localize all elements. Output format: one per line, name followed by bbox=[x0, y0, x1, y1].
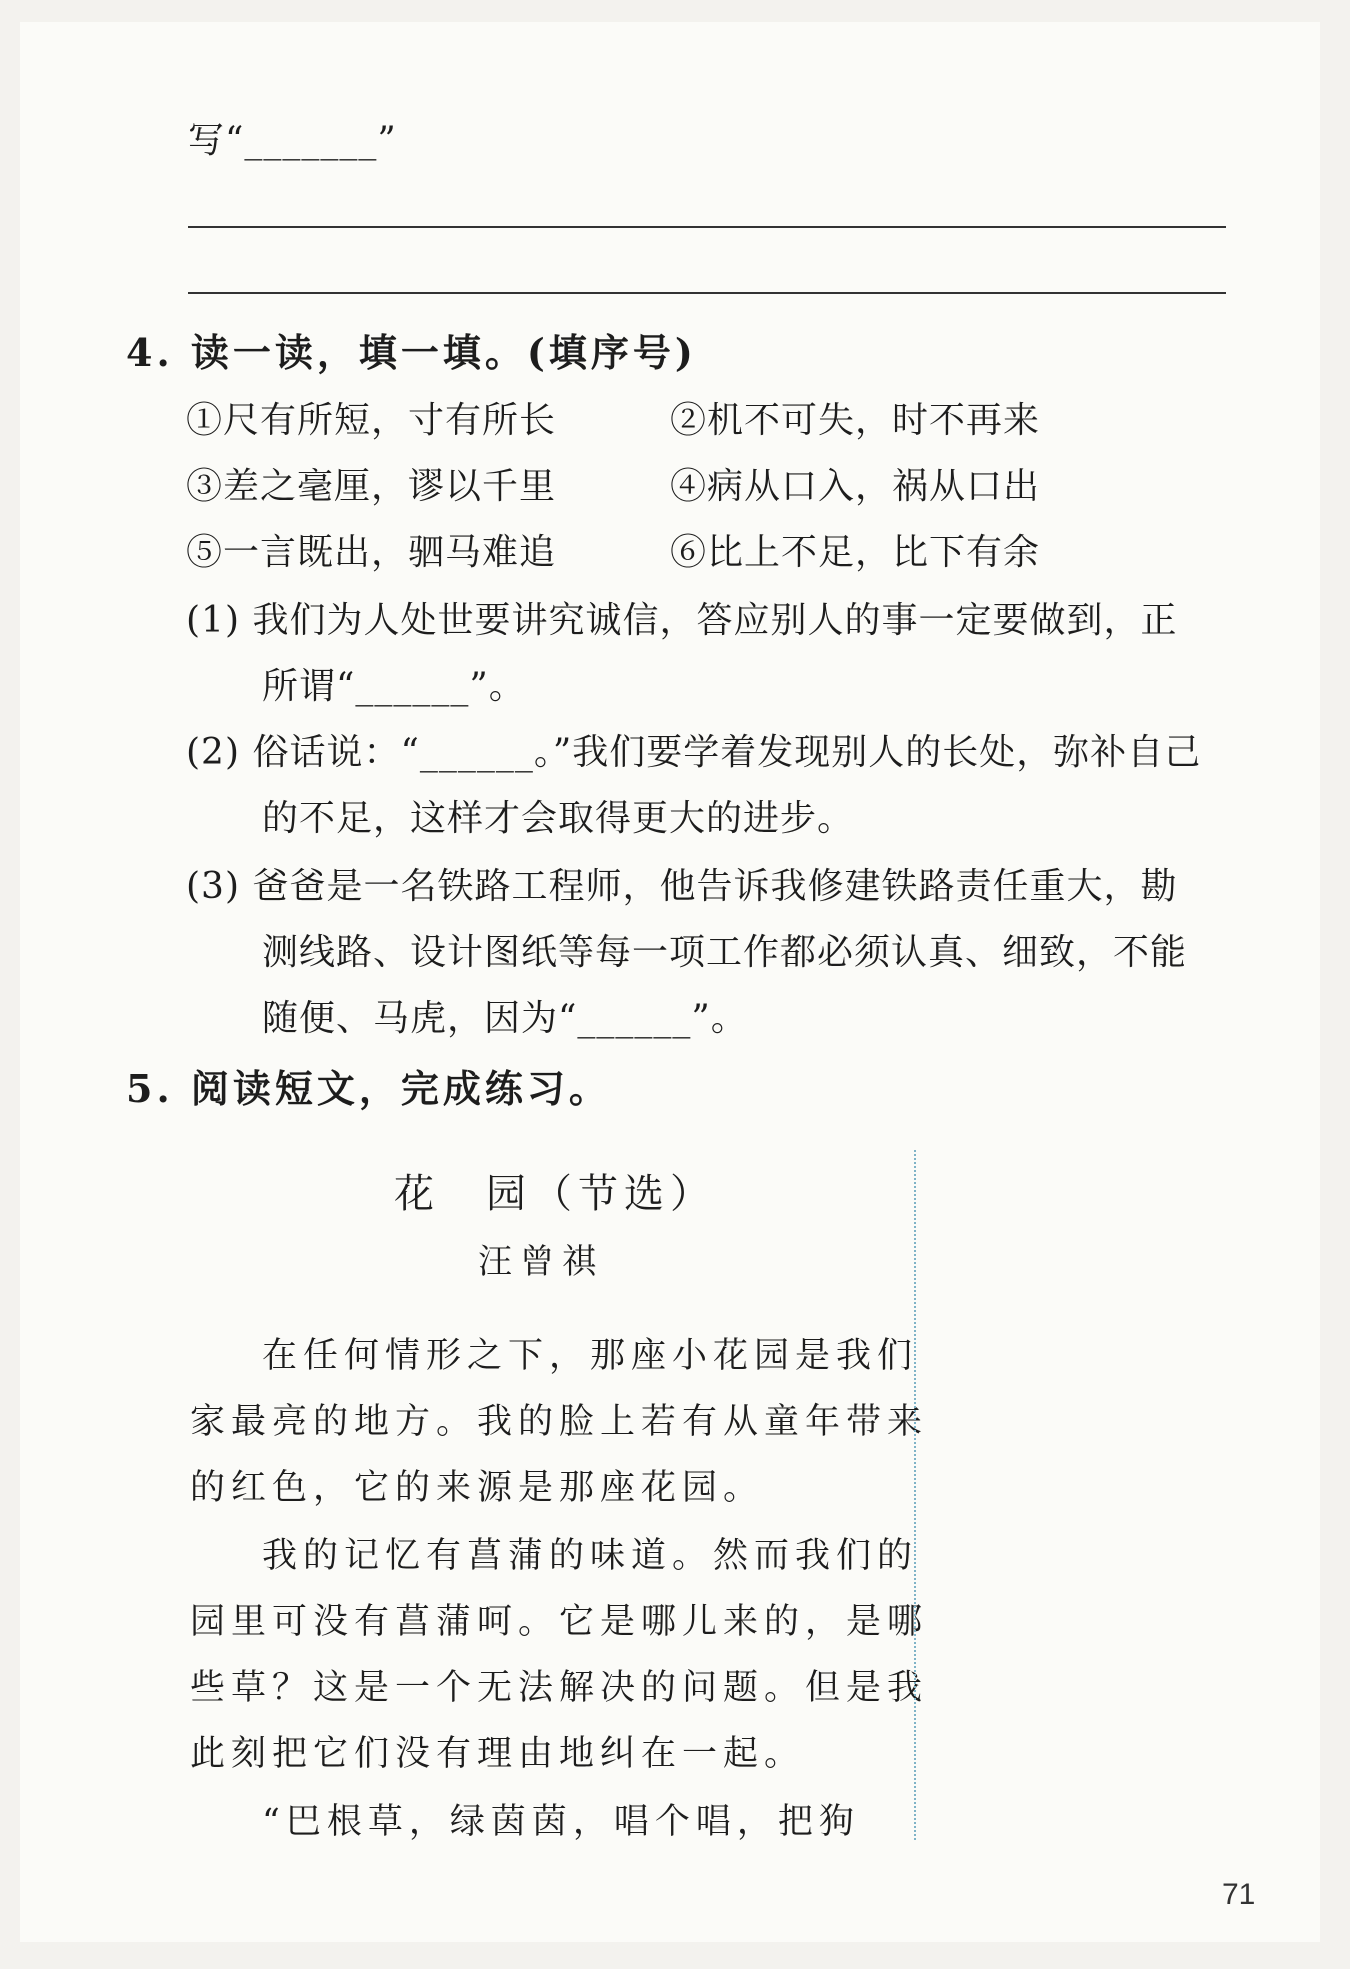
item-2-line-1: (2) 俗话说：“______。”我们要学着发现别人的长处，弥补自己 bbox=[186, 732, 1202, 773]
option-2: ②机不可失，时不再来 bbox=[670, 400, 1041, 441]
passage-author: 汪曾祺 bbox=[478, 1242, 604, 1282]
question-4-heading: 4. 读一读，填一填。(填序号) bbox=[126, 330, 697, 375]
write-prompt: 写“_______” bbox=[188, 120, 397, 161]
option-5: ⑤一言既出，驷马难追 bbox=[186, 532, 557, 573]
item-1-line-1: (1) 我们为人处世要讲究诚信，答应别人的事一定要做到，正 bbox=[186, 600, 1178, 641]
passage-line: 我的记忆有菖蒲的味道。然而我们的 bbox=[262, 1536, 919, 1576]
passage-line: 此刻把它们没有理由地纠在一起。 bbox=[190, 1734, 806, 1774]
item-3-line-1: (3) 爸爸是一名铁路工程师，他告诉我修建铁路责任重大，勘 bbox=[186, 866, 1178, 907]
item-3-line-2: 测线路、设计图纸等每一项工作都必须认真、细致，不能 bbox=[262, 932, 1188, 973]
passage-line: 家最亮的地方。我的脸上若有从童年带来 bbox=[190, 1402, 929, 1442]
item-1-line-2: 所谓“______”。 bbox=[262, 666, 526, 707]
option-3: ③差之毫厘，谬以千里 bbox=[186, 466, 557, 507]
page-number: 71 bbox=[1222, 1878, 1256, 1911]
passage-line: “巴根草，绿茵茵，唱个唱，把狗 bbox=[262, 1802, 860, 1842]
passage-line: 些草？这是一个无法解决的问题。但是我 bbox=[190, 1668, 929, 1708]
workbook-page bbox=[20, 22, 1320, 1942]
item-3-line-3: 随便、马虎，因为“______”。 bbox=[262, 998, 748, 1039]
passage-line: 的红色，它的来源是那座花园。 bbox=[190, 1468, 765, 1508]
option-4: ④病从口入，祸从口出 bbox=[670, 466, 1041, 507]
option-1: ①尺有所短，寸有所长 bbox=[186, 400, 557, 441]
passage-line: 园里可没有菖蒲呵。它是哪儿来的，是哪 bbox=[190, 1602, 929, 1642]
passage-title: 花 园（节选） bbox=[394, 1171, 716, 1217]
answer-line-1 bbox=[188, 226, 1226, 228]
item-2-line-2: 的不足，这样才会取得更大的进步。 bbox=[262, 798, 855, 839]
option-6: ⑥比上不足，比下有余 bbox=[670, 532, 1041, 573]
answer-line-2 bbox=[188, 292, 1226, 294]
question-5-heading: 5. 阅读短文，完成练习。 bbox=[126, 1066, 611, 1111]
margin-divider bbox=[914, 1150, 916, 1840]
passage-line: 在任何情形之下，那座小花园是我们 bbox=[262, 1336, 919, 1376]
